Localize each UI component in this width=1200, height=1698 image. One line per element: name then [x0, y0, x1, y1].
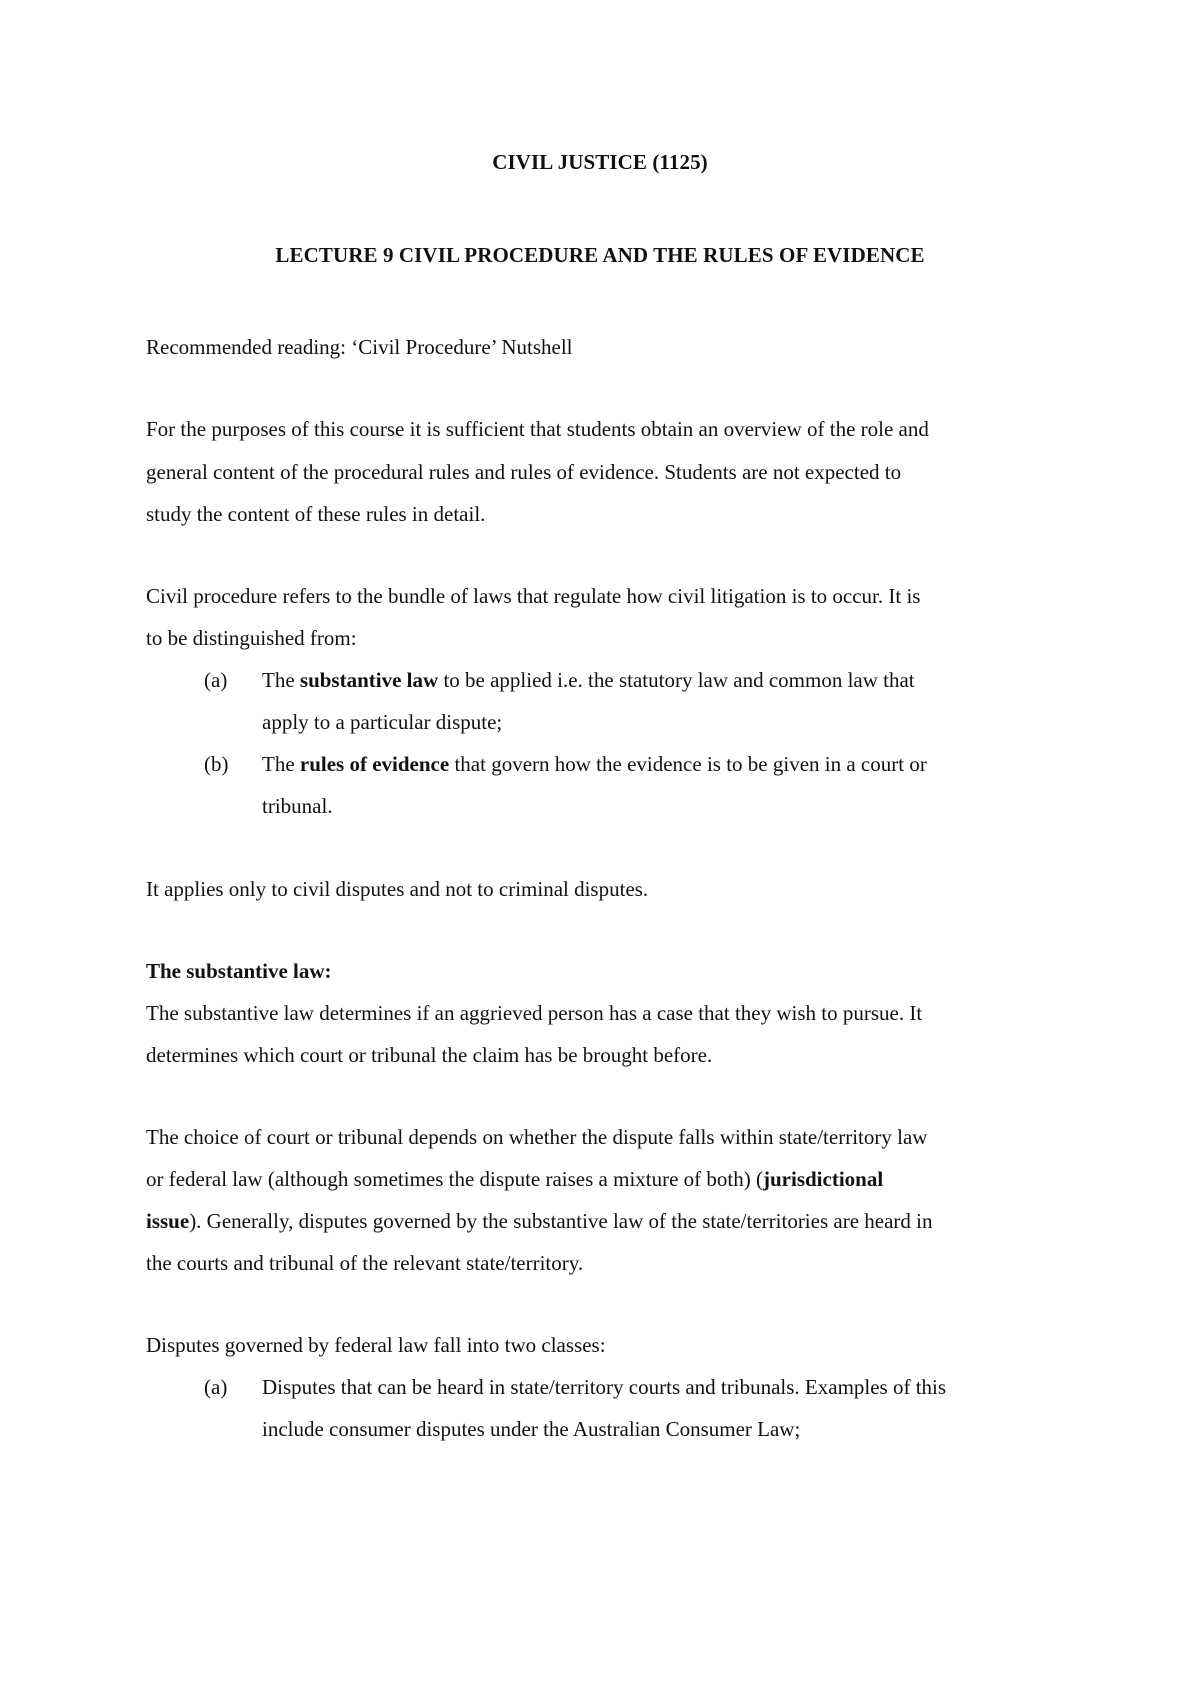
choice-line-2 — [146, 1158, 883, 1200]
federal-intro: Disputes governed by federal law fall into two classes: — [146, 1333, 606, 1357]
term-rules-of-evidence: rules of evidence — [299, 752, 450, 776]
choice-line-4: the courts and tribunal of the relevant state/territory. — [146, 1251, 584, 1275]
federal-list-marker-a: (a) — [204, 1375, 228, 1399]
lecture-title: LECTURE 9 CIVIL PROCEDURE AND THE RULES OF EVIDENCE — [275, 243, 925, 267]
choice-line-1: The choice of court or tribunal depends on whether the dispute falls within state/territory law — [146, 1125, 928, 1149]
list-marker-a: (a) — [204, 668, 228, 692]
list-item-b-post: that govern how the evidence is to be given in a court or — [449, 752, 927, 776]
choice-line-3 — [146, 1200, 933, 1242]
choice-line-3-post: ). Generally, disputes governed by the substantive law of the state/territories are heard in — [189, 1209, 933, 1233]
overview-line-1: For the purposes of this course it is sufficient that students obtain an overview of the role and — [146, 417, 929, 441]
applies-line: It applies only to civil disputes and not to criminal disputes. — [146, 877, 649, 901]
list-item-a-post: to be applied i.e. the statutory law and common law that — [438, 668, 915, 692]
civil-procedure-line-1: Civil procedure refers to the bundle of laws that regulate how civil litigation is to occur. It is — [146, 584, 921, 608]
list-item-b — [262, 743, 927, 785]
substantive-line-1: The substantive law determines if an aggrieved person has a case that they wish to pursue. It — [146, 1001, 923, 1025]
recommended-reading: Recommended reading: ‘Civil Procedure’ Nutshell — [146, 335, 573, 359]
choice-line-2-pre: or federal law (although sometimes the dispute raises a mixture of both) ( — [146, 1167, 763, 1191]
substantive-line-2: determines which court or tribunal the claim has be brought before. — [146, 1043, 713, 1067]
list-marker-b: (b) — [204, 752, 229, 776]
civil-procedure-line-2: to be distinguished from: — [146, 626, 357, 650]
term-substantive-law: substantive law — [299, 668, 439, 692]
overview-line-2: general content of the procedural rules and rules of evidence. Students are not expected to — [146, 460, 902, 484]
list-item-a — [262, 659, 915, 701]
federal-list-item-a-continuation: include consumer disputes under the Australian Consumer Law; — [262, 1417, 801, 1441]
list-item-b-pre: The — [262, 752, 300, 776]
list-item-b-continuation: tribunal. — [262, 794, 333, 818]
federal-list-item-a: Disputes that can be heard in state/territory courts and tribunals. Examples of this — [262, 1375, 947, 1399]
term-jurisdictional: jurisdictional — [763, 1167, 884, 1191]
substantive-heading: The substantive law: — [146, 959, 332, 983]
term-issue: issue — [146, 1209, 190, 1233]
course-title: CIVIL JUSTICE (1125) — [492, 150, 708, 174]
overview-line-3: study the content of these rules in detail. — [146, 502, 486, 526]
list-item-a-pre: The — [262, 668, 300, 692]
list-item-a-continuation: apply to a particular dispute; — [262, 710, 503, 734]
